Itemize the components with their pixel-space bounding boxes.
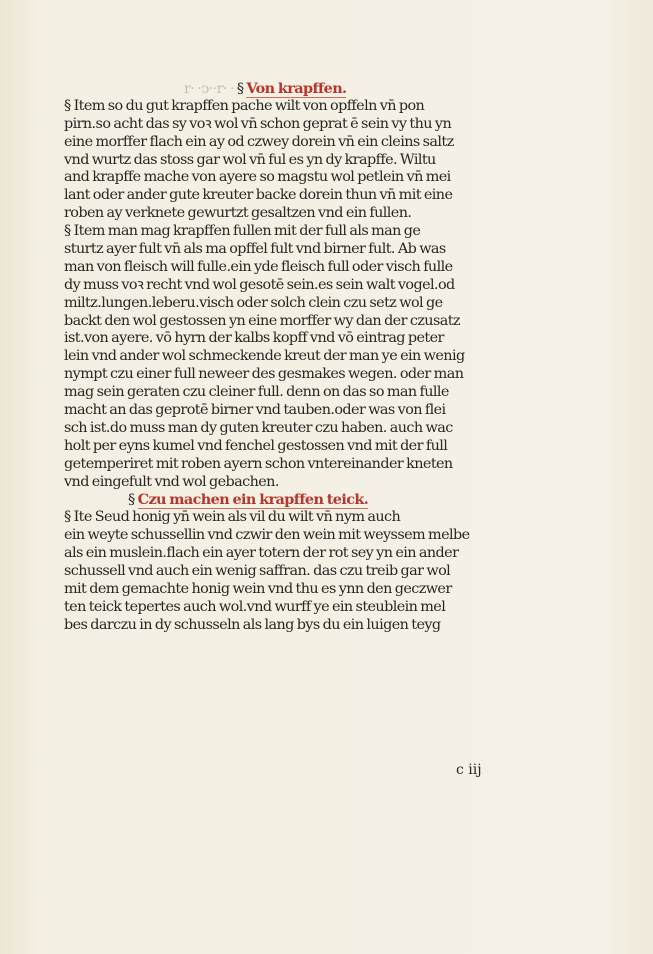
text-block: [64, 80, 504, 635]
section-mark: §: [236, 81, 244, 97]
text-line: mag sein geraten czu cleiner full. denn on das so man fulle: [64, 384, 449, 401]
text-line: § Item so du gut krapffen pache wilt von opffeln vn̄ pon: [64, 97, 425, 114]
text-line: schussell vnd auch ein wenig saffran. das czu treib gar wol: [64, 563, 451, 580]
text-line: nympt czu einer full neweer des gesmakes wegen. oder man: [64, 366, 464, 383]
text-line: roben ay verknete gewurtzt gesaltzen vnd ein fullen.: [64, 205, 412, 222]
heading-von-krapffen: [64, 80, 504, 98]
text-line: lein vnd ander wol schmeckende kreut der man ye ein wenig: [64, 348, 465, 365]
text-line: man von fleisch will fulle.ein yde fleisch full oder visch fulle: [64, 258, 453, 275]
text-line: § Ite Seud honig yn̄ wein als vil du wilt vn̄ nym auch: [64, 509, 401, 526]
text-line: miltz.lungen.leberu.visch oder solch clein czu setz wol ge: [64, 294, 443, 311]
text-line: vnd eingefult vnd wol gebachen.: [64, 473, 279, 490]
text-line: dy muss voꝛ recht vnd wol gesotē sein.es sein walt vogel.od̄: [64, 276, 455, 293]
text-line: holt per eyns kumel vnd fenchel gestossen vnd mit der full: [64, 437, 448, 454]
text-line: mit dem gemachte honig wein vnd thu es ynn den geczwer: [64, 580, 452, 597]
text-line: sturtz ayer fult vn̄ als ma opffel fult vnd birner fult. Ab was: [64, 241, 446, 258]
text-line: als ein muslein.flach ein ayer totern der rot sey yn ein ander: [64, 545, 459, 562]
signature-mark: c iij: [456, 762, 482, 778]
text-line: getemperiret mit roben ayern schon vntereinander kneten: [64, 455, 453, 472]
text-line: ten teick tepertes auch wol.vnd wurff ye ein steublein mel: [64, 598, 446, 615]
text-line: eine morffer flach ein ay od̄ czwey dorein vn̄ ein cleins saltz: [64, 133, 454, 150]
text-line: sch ist.do muss man dy guten kreuter czu haben. auch wac: [64, 419, 453, 436]
text-line: lant oder ander gute kreuter backe dorein thun vn̄ mit eine: [64, 187, 453, 204]
heading-krapffen-teick: [64, 491, 504, 509]
section-mark: §: [128, 492, 135, 509]
text-line: ist.von ayere. vō hyrn der kalbs kopff vnd vō eintrag peter: [64, 330, 444, 347]
heading-title: Czu machen ein krapffen teick.: [137, 491, 369, 509]
text-line: pirn.so acht das sy voꝛ wol vn̄ schon geprat ē sein vy thu yn: [64, 115, 452, 132]
heading-title: Von krapffen.: [246, 80, 347, 97]
text-line: bes darczu in dy schusseln als lang bys du ein luigen teyg: [64, 616, 441, 633]
text-line: and̄ krapffe mache von ayere so magstu wol petlein vn̄ mei: [64, 169, 451, 186]
text-line: § Item man mag krapffen fullen mit der full als man ge: [64, 223, 421, 240]
text-line: vnd wurtz das stoss gar wol vn̄ ful es yn dy krapffe. Wiltu: [64, 151, 436, 168]
text-line: backt den wol gestossen yn eine morffer wy dan der czusatz: [64, 312, 460, 329]
text-line: ein weyte schussellin vnd czwir den wein mit weyssem melbe: [64, 527, 470, 544]
text-line: macht an das geprotē birner vnd tauben.oder was von flei: [64, 402, 446, 419]
heading-ornament: r· ·ↄ··r· ·: [184, 81, 234, 97]
